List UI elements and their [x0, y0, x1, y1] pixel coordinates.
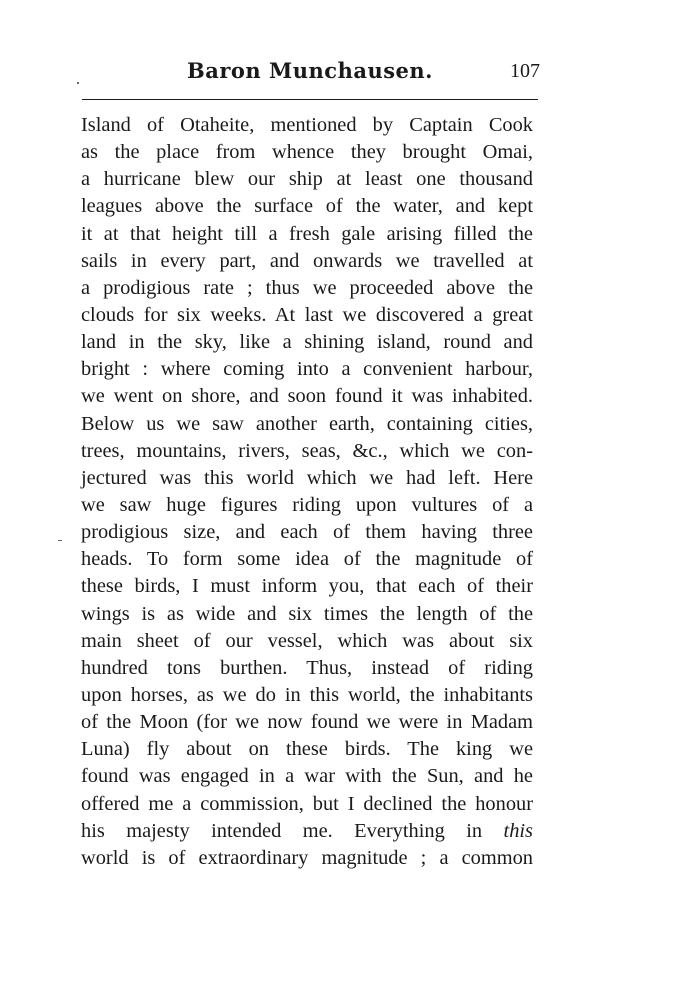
text-line: clouds for six weeks. At last we discovered a great [81, 303, 533, 326]
text-line: hundred tons burthen. Thus, instead of riding [81, 656, 533, 679]
text-line: heads. To form some idea of the magnitude of [81, 548, 533, 571]
text-line: we saw huge figures riding upon vultures of a [81, 493, 533, 516]
text-line: upon horses, as we do in this world, the inhabitants [81, 683, 533, 706]
text-line: it at that height till a fresh gale arising filled the [81, 222, 533, 245]
print-speck [77, 82, 79, 84]
text-line: Luna) fly about on these birds. The king we [81, 738, 533, 761]
text-line: sails in every part, and onwards we travelled at [81, 249, 533, 272]
text-line: prodigious size, and each of them having three [81, 521, 533, 544]
page-number: 107 [510, 60, 540, 82]
text-line: Island of Otaheite, mentioned by Captain Cook [81, 114, 533, 136]
text-line: leagues above the surface of the water, and kept [81, 195, 533, 218]
text-line: world is of extraordinary magnitude ; a common [81, 846, 533, 869]
text-line: as the place from whence they brought Omai, [81, 141, 533, 164]
text-line: found was engaged in a war with the Sun, and he [81, 765, 533, 788]
text-line-with-italic [81, 818, 533, 845]
text-line: these birds, I must inform you, that each of their [81, 575, 533, 598]
text-line: main sheet of our vessel, which was about six [81, 629, 533, 652]
text-line: wings is as wide and six times the length of the [81, 602, 533, 625]
text-line: of the Moon (for we now found we were in Madam [81, 711, 533, 734]
text-line: land in the sky, like a shining island, round and [81, 331, 533, 354]
text-line: offered me a commission, but I declined the honour [81, 792, 533, 815]
text-line: a prodigious rate ; thus we proceeded above the [81, 276, 533, 299]
body-text [81, 112, 533, 872]
header-rule [82, 99, 538, 100]
running-title: Baron Munchausen. [187, 58, 433, 83]
italic-word: this [503, 819, 533, 842]
text-line: trees, mountains, rivers, seas, &c., which we con- [81, 439, 533, 462]
print-speck [58, 540, 62, 541]
text-line-lead: his majesty intended me. Everything in [81, 819, 483, 842]
text-line: a hurricane blew our ship at least one thousand [81, 168, 533, 191]
text-line: jectured was this world which we had left. Here [81, 466, 533, 489]
text-line: bright : where coming into a convenient harbour, [81, 358, 533, 381]
text-line: Below us we saw another earth, containing cities, [81, 412, 533, 435]
running-head [80, 58, 540, 98]
text-line: we went on shore, and soon found it was inhabited. [81, 385, 533, 408]
